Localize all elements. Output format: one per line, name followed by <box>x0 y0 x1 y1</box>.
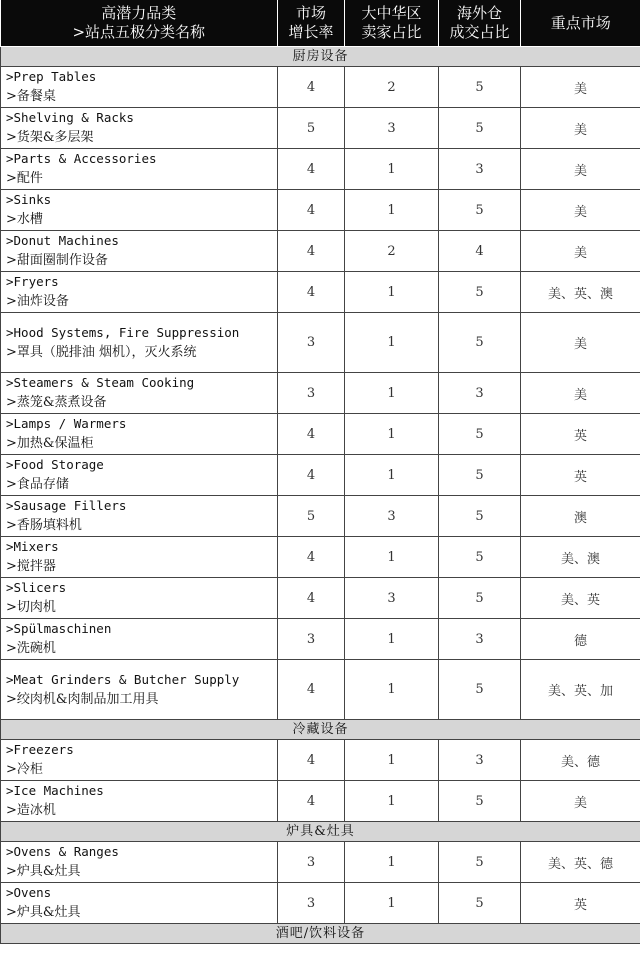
growth-cell: 4 <box>278 781 345 822</box>
growth-cell: 4 <box>278 660 345 720</box>
market-cell: 美、英、德 <box>521 842 640 883</box>
category-zh-name: >蒸笼&蒸煮设备 <box>6 395 107 410</box>
header-category: 高潜力品类 >站点五极分类名称 <box>1 0 278 47</box>
growth-cell: 5 <box>278 496 345 537</box>
category-zh-name: >甜面圈制作设备 <box>6 253 108 268</box>
market-cell: 美、英 <box>521 578 640 619</box>
gc-share-cell: 1 <box>345 781 439 822</box>
category-en-name: >Hood Systems, Fire Suppression <box>6 324 240 340</box>
growth-cell: 4 <box>278 231 345 272</box>
table-row <box>1 313 640 373</box>
table-row <box>1 883 640 924</box>
category-en-name: >Ovens & Ranges <box>6 844 119 859</box>
warehouse-cell: 3 <box>439 149 521 190</box>
category-zh-name: >配件 <box>6 171 43 186</box>
warehouse-cell: 3 <box>439 619 521 660</box>
category-zh-name: >食品存储 <box>6 477 69 492</box>
warehouse-cell: 5 <box>439 883 521 924</box>
category-en-name: >Prep Tables <box>6 69 97 84</box>
category-zh-name: >油炸设备 <box>6 294 69 309</box>
table-row <box>1 781 640 822</box>
category-en-name: >Sausage Fillers <box>6 498 127 513</box>
market-cell: 美 <box>521 108 640 149</box>
gc-share-cell: 3 <box>345 496 439 537</box>
category-en-name: >Spülmaschinen <box>6 621 112 636</box>
growth-cell: 4 <box>278 537 345 578</box>
category-cell <box>1 149 278 190</box>
category-cell <box>1 190 278 231</box>
table-row <box>1 414 640 455</box>
growth-cell: 3 <box>278 373 345 414</box>
category-en-name: >Ovens <box>6 885 52 900</box>
market-cell: 澳 <box>521 496 640 537</box>
header-gc-share: 大中华区 卖家占比 <box>345 0 439 47</box>
category-en-name: >Donut Machines <box>6 233 119 248</box>
category-en-name: >Fryers <box>6 274 59 289</box>
table-row <box>1 149 640 190</box>
section-title: 冷藏设备 <box>1 720 640 740</box>
category-en-name: >Slicers <box>6 580 67 595</box>
gc-share-cell: 2 <box>345 231 439 272</box>
gc-share-cell: 1 <box>345 660 439 720</box>
category-en-name: >Freezers <box>6 742 74 757</box>
warehouse-cell: 5 <box>439 67 521 108</box>
category-cell <box>1 740 278 781</box>
warehouse-cell: 5 <box>439 496 521 537</box>
market-cell: 美、德 <box>521 740 640 781</box>
category-zh-name: >加热&保温柜 <box>6 436 94 451</box>
category-cell <box>1 781 278 822</box>
warehouse-cell: 3 <box>439 740 521 781</box>
market-cell: 美 <box>521 231 640 272</box>
category-cell <box>1 313 278 373</box>
warehouse-cell: 5 <box>439 455 521 496</box>
category-zh-name: >搅拌器 <box>6 559 56 574</box>
category-zh-name: >罩具（脱排油 烟机），灭火系统 <box>6 344 197 360</box>
category-cell <box>1 660 278 720</box>
category-cell <box>1 578 278 619</box>
table-row <box>1 660 640 720</box>
category-zh-name: >造冰机 <box>6 803 56 818</box>
category-cell <box>1 67 278 108</box>
table-row <box>1 740 640 781</box>
category-en-name: >Meat Grinders & Butcher Supply <box>6 671 240 687</box>
section-title: 炉具&灶具 <box>1 822 640 842</box>
section-row <box>1 47 640 67</box>
growth-cell: 4 <box>278 740 345 781</box>
table-row <box>1 842 640 883</box>
growth-cell: 4 <box>278 272 345 313</box>
market-cell: 美 <box>521 190 640 231</box>
gc-share-cell: 2 <box>345 67 439 108</box>
gc-share-cell: 1 <box>345 313 439 373</box>
warehouse-cell: 5 <box>439 537 521 578</box>
warehouse-cell: 5 <box>439 414 521 455</box>
gc-share-cell: 1 <box>345 272 439 313</box>
table-row <box>1 373 640 414</box>
growth-cell: 3 <box>278 842 345 883</box>
section-row <box>1 924 640 944</box>
gc-share-cell: 1 <box>345 883 439 924</box>
category-en-name: >Sinks <box>6 192 52 207</box>
category-en-name: >Ice Machines <box>6 783 104 798</box>
warehouse-cell: 5 <box>439 190 521 231</box>
category-zh-name: >水槽 <box>6 212 43 227</box>
growth-cell: 4 <box>278 67 345 108</box>
warehouse-cell: 3 <box>439 373 521 414</box>
table-row <box>1 190 640 231</box>
category-cell <box>1 108 278 149</box>
category-cell <box>1 842 278 883</box>
category-cell <box>1 883 278 924</box>
gc-share-cell: 1 <box>345 414 439 455</box>
table-row <box>1 496 640 537</box>
category-cell <box>1 414 278 455</box>
growth-cell: 3 <box>278 313 345 373</box>
table-row <box>1 537 640 578</box>
category-zh-name: >炉具&灶具 <box>6 864 81 879</box>
market-cell: 美、英、加 <box>521 660 640 720</box>
market-cell: 英 <box>521 883 640 924</box>
gc-share-cell: 1 <box>345 842 439 883</box>
gc-share-cell: 3 <box>345 108 439 149</box>
growth-cell: 4 <box>278 414 345 455</box>
category-cell <box>1 231 278 272</box>
table-row <box>1 619 640 660</box>
category-zh-name: >备餐桌 <box>6 89 56 104</box>
gc-share-cell: 1 <box>345 190 439 231</box>
section-row <box>1 720 640 740</box>
market-cell: 美 <box>521 313 640 373</box>
section-title: 厨房设备 <box>1 47 640 67</box>
category-zh-name: >洗碗机 <box>6 641 56 656</box>
table-row <box>1 578 640 619</box>
market-cell: 美 <box>521 781 640 822</box>
warehouse-cell: 5 <box>439 578 521 619</box>
section-row <box>1 822 640 842</box>
table-row <box>1 272 640 313</box>
gc-share-cell: 1 <box>345 373 439 414</box>
category-en-name: >Food Storage <box>6 457 104 472</box>
category-zh-name: >香肠填料机 <box>6 518 82 533</box>
warehouse-cell: 4 <box>439 231 521 272</box>
category-cell <box>1 455 278 496</box>
category-zh-name: >切肉机 <box>6 600 56 615</box>
gc-share-cell: 1 <box>345 740 439 781</box>
warehouse-cell: 5 <box>439 313 521 373</box>
market-cell: 英 <box>521 455 640 496</box>
table-row <box>1 231 640 272</box>
category-cell <box>1 373 278 414</box>
warehouse-cell: 5 <box>439 660 521 720</box>
category-cell <box>1 537 278 578</box>
growth-cell: 4 <box>278 149 345 190</box>
warehouse-cell: 5 <box>439 842 521 883</box>
gc-share-cell: 1 <box>345 537 439 578</box>
market-cell: 美 <box>521 149 640 190</box>
gc-share-cell: 3 <box>345 578 439 619</box>
warehouse-cell: 5 <box>439 108 521 149</box>
market-cell: 美、澳 <box>521 537 640 578</box>
table-row <box>1 108 640 149</box>
category-en-name: >Shelving & Racks <box>6 110 134 125</box>
table-row <box>1 455 640 496</box>
header-warehouse: 海外仓 成交占比 <box>439 0 521 47</box>
category-en-name: >Mixers <box>6 539 59 554</box>
gc-share-cell: 1 <box>345 149 439 190</box>
section-title: 酒吧/饮料设备 <box>1 924 640 944</box>
category-cell <box>1 619 278 660</box>
growth-cell: 4 <box>278 578 345 619</box>
growth-cell: 5 <box>278 108 345 149</box>
category-en-name: >Steamers & Steam Cooking <box>6 375 195 390</box>
category-cell <box>1 272 278 313</box>
table-row <box>1 67 640 108</box>
growth-cell: 4 <box>278 455 345 496</box>
growth-cell: 3 <box>278 883 345 924</box>
market-cell: 英 <box>521 414 640 455</box>
category-en-name: >Parts & Accessories <box>6 151 157 166</box>
header-row <box>1 0 640 47</box>
warehouse-cell: 5 <box>439 272 521 313</box>
market-cell: 美 <box>521 67 640 108</box>
growth-cell: 4 <box>278 190 345 231</box>
warehouse-cell: 5 <box>439 781 521 822</box>
header-market: 重点市场 <box>521 0 640 47</box>
header-growth: 市场 增长率 <box>278 0 345 47</box>
growth-cell: 3 <box>278 619 345 660</box>
market-cell: 美、英、澳 <box>521 272 640 313</box>
gc-share-cell: 1 <box>345 619 439 660</box>
category-zh-name: >炉具&灶具 <box>6 905 81 920</box>
category-cell <box>1 496 278 537</box>
category-en-name: >Lamps / Warmers <box>6 416 127 431</box>
category-zh-name: >冷柜 <box>6 762 43 777</box>
gc-share-cell: 1 <box>345 455 439 496</box>
market-cell: 德 <box>521 619 640 660</box>
category-zh-name: >绞肉机&肉制品加工用具 <box>6 691 159 707</box>
market-cell: 美 <box>521 373 640 414</box>
category-zh-name: >货架&多层架 <box>6 130 94 145</box>
